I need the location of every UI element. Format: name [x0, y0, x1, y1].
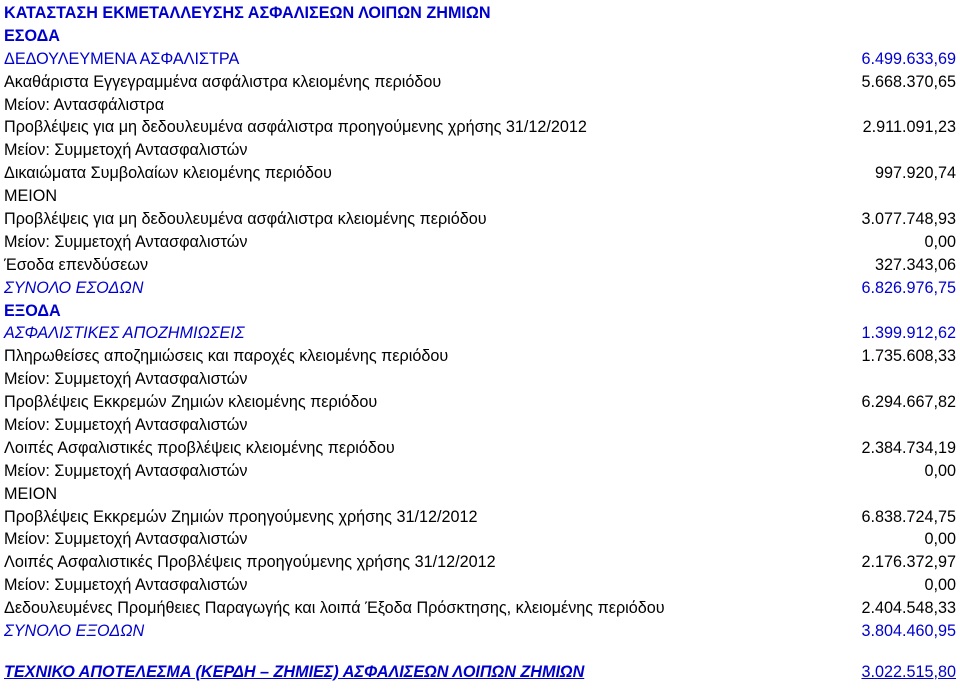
gross-written-label: Ακαθάριστα Εγγεγραμμένα ασφάλιστρα κλειομένης περιόδου	[4, 72, 442, 91]
policy-rights-label: Δικαιώματα Συμβολαίων κλειομένης περιόδου	[4, 164, 332, 183]
other-prior-label: Λοιπές Ασφαλιστικές Προβλέψεις προηγούμενης χρήσης 31/12/2012	[4, 553, 496, 572]
expenses-less-reinsurers-3-label: Μείον: Συμμετοχή Αντασφαλιστών	[4, 461, 248, 480]
investment-income-value: 327.343,06	[874, 255, 956, 274]
expenses-less-reinsurers-5-value: 0,00	[924, 576, 956, 595]
outstanding-current-label: Προβλέψεις Εκκρεμών Ζημιών κλειομένης περιόδου	[4, 393, 378, 412]
expenses-heading-row	[4, 300, 956, 323]
gross-written-value: 5.668.370,65	[861, 72, 956, 91]
policy-rights-value: 997.920,74	[874, 164, 956, 183]
other-current-row	[4, 437, 956, 460]
technical-result-row	[4, 661, 956, 684]
unearned-current-row	[4, 208, 956, 231]
income-less-reinsurers-2-value: 0,00	[924, 232, 956, 251]
gross-written-row	[4, 71, 956, 94]
income-less-reinsurers-2-row	[4, 231, 956, 254]
investment-income-label: Έσοδα επενδύσεων	[4, 255, 149, 274]
income-total-value: 6.826.976,75	[861, 278, 956, 297]
paid-claims-row	[4, 345, 956, 368]
earned-premiums-row	[4, 48, 956, 71]
other-current-value: 2.384.734,19	[861, 438, 956, 457]
expenses-less-reinsurers-1-row	[4, 368, 956, 391]
technical-result-label: ΤΕΧΝΙΚΟ ΑΠΟΤΕΛΕΣΜΑ (ΚΕΡΔΗ – ΖΗΜΙΕΣ) ΑΣΦΑΛΙΣΕΩΝ ΛΟΙΠΩΝ ΖΗΜΙΩΝ	[4, 662, 585, 681]
title-row	[4, 2, 956, 25]
expenses-heading: ΕΞΟΔΑ	[4, 301, 61, 320]
statement-title: ΚΑΤΑΣΤΑΣΗ ΕΚΜΕΤΑΛΛΕΥΣΗΣ ΑΣΦΑΛΙΣΕΩΝ ΛΟΙΠΩΝ ΖΗΜΙΩΝ	[4, 4, 491, 22]
other-prior-row	[4, 551, 956, 574]
policy-rights-row	[4, 162, 956, 185]
accrued-commissions-value: 2.404.548,33	[861, 599, 956, 618]
spacer	[4, 643, 956, 661]
income-less-reinsurers-1-label: Μείον: Συμμετοχή Αντασφαλιστών	[4, 141, 248, 160]
income-less-reinsurers-2-label: Μείον: Συμμετοχή Αντασφαλιστών	[4, 232, 248, 251]
paid-claims-label: Πληρωθείσες αποζημιώσεις και παροχές κλειομένης περιόδου	[4, 347, 449, 366]
outstanding-current-row	[4, 391, 956, 414]
claims-value: 1.399.912,62	[861, 324, 956, 343]
income-less-heading: ΜΕΙΟΝ	[4, 187, 58, 206]
expenses-less-heading: ΜΕΙΟΝ	[4, 484, 58, 503]
expenses-less-reinsurers-4-row	[4, 528, 956, 551]
expenses-less-heading-row	[4, 483, 956, 506]
expenses-less-reinsurers-2-label: Μείον: Συμμετοχή Αντασφαλιστών	[4, 416, 248, 435]
unearned-prior-value: 2.911.091,23	[862, 118, 956, 137]
unearned-current-label: Προβλέψεις για μη δεδουλευμένα ασφάλιστρα κλειομένης περιόδου	[4, 210, 487, 229]
outstanding-prior-value: 6.838.724,75	[861, 507, 956, 526]
expenses-total-label: ΣΥΝΟΛΟ ΕΞΟΔΩΝ	[4, 622, 145, 641]
other-current-label: Λοιπές Ασφαλιστικές προβλέψεις κλειομένης περιόδου	[4, 438, 395, 457]
statement-sheet	[4, 2, 956, 684]
other-prior-value: 2.176.372,97	[861, 553, 956, 572]
investment-income-row	[4, 254, 956, 277]
income-less-reinsurers-1-row	[4, 139, 956, 162]
expenses-less-reinsurers-2-row	[4, 414, 956, 437]
unearned-prior-label: Προβλέψεις για μη δεδουλευμένα ασφάλιστρα προηγούμενης χρήσης 31/12/2012	[4, 118, 587, 137]
outstanding-prior-label: Προβλέψεις Εκκρεμών Ζημιών προηγούμενης χρήσης 31/12/2012	[4, 507, 478, 526]
earned-premiums-label: ΔΕΔΟΥΛΕΥΜΕΝΑ ΑΣΦΑΛΙΣΤΡΑ	[4, 49, 240, 68]
accrued-commissions-label: Δεδουλευμένες Προμήθειες Παραγωγής και λοιπά Έξοδα Πρόσκτησης, κλειομένης περιόδου	[4, 599, 665, 618]
expenses-total-row	[4, 620, 956, 643]
outstanding-current-value: 6.294.667,82	[861, 393, 956, 412]
income-total-row	[4, 277, 956, 300]
earned-premiums-value: 6.499.633,69	[861, 49, 956, 68]
income-less-heading-row	[4, 185, 956, 208]
expenses-less-reinsurers-4-value: 0,00	[924, 530, 956, 549]
income-heading-row	[4, 25, 956, 48]
unearned-prior-row	[4, 116, 956, 139]
unearned-current-value: 3.077.748,93	[861, 210, 956, 229]
expenses-less-reinsurers-5-row	[4, 574, 956, 597]
less-reinsurance-label: Μείον: Αντασφάλιστρα	[4, 95, 165, 114]
claims-label: ΑΣΦΑΛΙΣΤΙΚΕΣ ΑΠΟΖΗΜΙΩΣΕΙΣ	[4, 324, 245, 343]
claims-row	[4, 322, 956, 345]
outstanding-prior-row	[4, 506, 956, 529]
expenses-total-value: 3.804.460,95	[861, 622, 956, 641]
less-reinsurance-row	[4, 94, 956, 117]
income-total-label: ΣΥΝΟΛΟ ΕΣΟΔΩΝ	[4, 278, 144, 297]
income-heading: ΕΣΟΔΑ	[4, 26, 60, 45]
expenses-less-reinsurers-3-value: 0,00	[924, 461, 956, 480]
accrued-commissions-row	[4, 597, 956, 620]
expenses-less-reinsurers-5-label: Μείον: Συμμετοχή Αντασφαλιστών	[4, 576, 248, 595]
paid-claims-value: 1.735.608,33	[861, 347, 956, 366]
technical-result-value: 3.022.515,80	[861, 662, 956, 681]
expenses-less-reinsurers-1-label: Μείον: Συμμετοχή Αντασφαλιστών	[4, 370, 248, 389]
expenses-less-reinsurers-4-label: Μείον: Συμμετοχή Αντασφαλιστών	[4, 530, 248, 549]
expenses-less-reinsurers-3-row	[4, 460, 956, 483]
